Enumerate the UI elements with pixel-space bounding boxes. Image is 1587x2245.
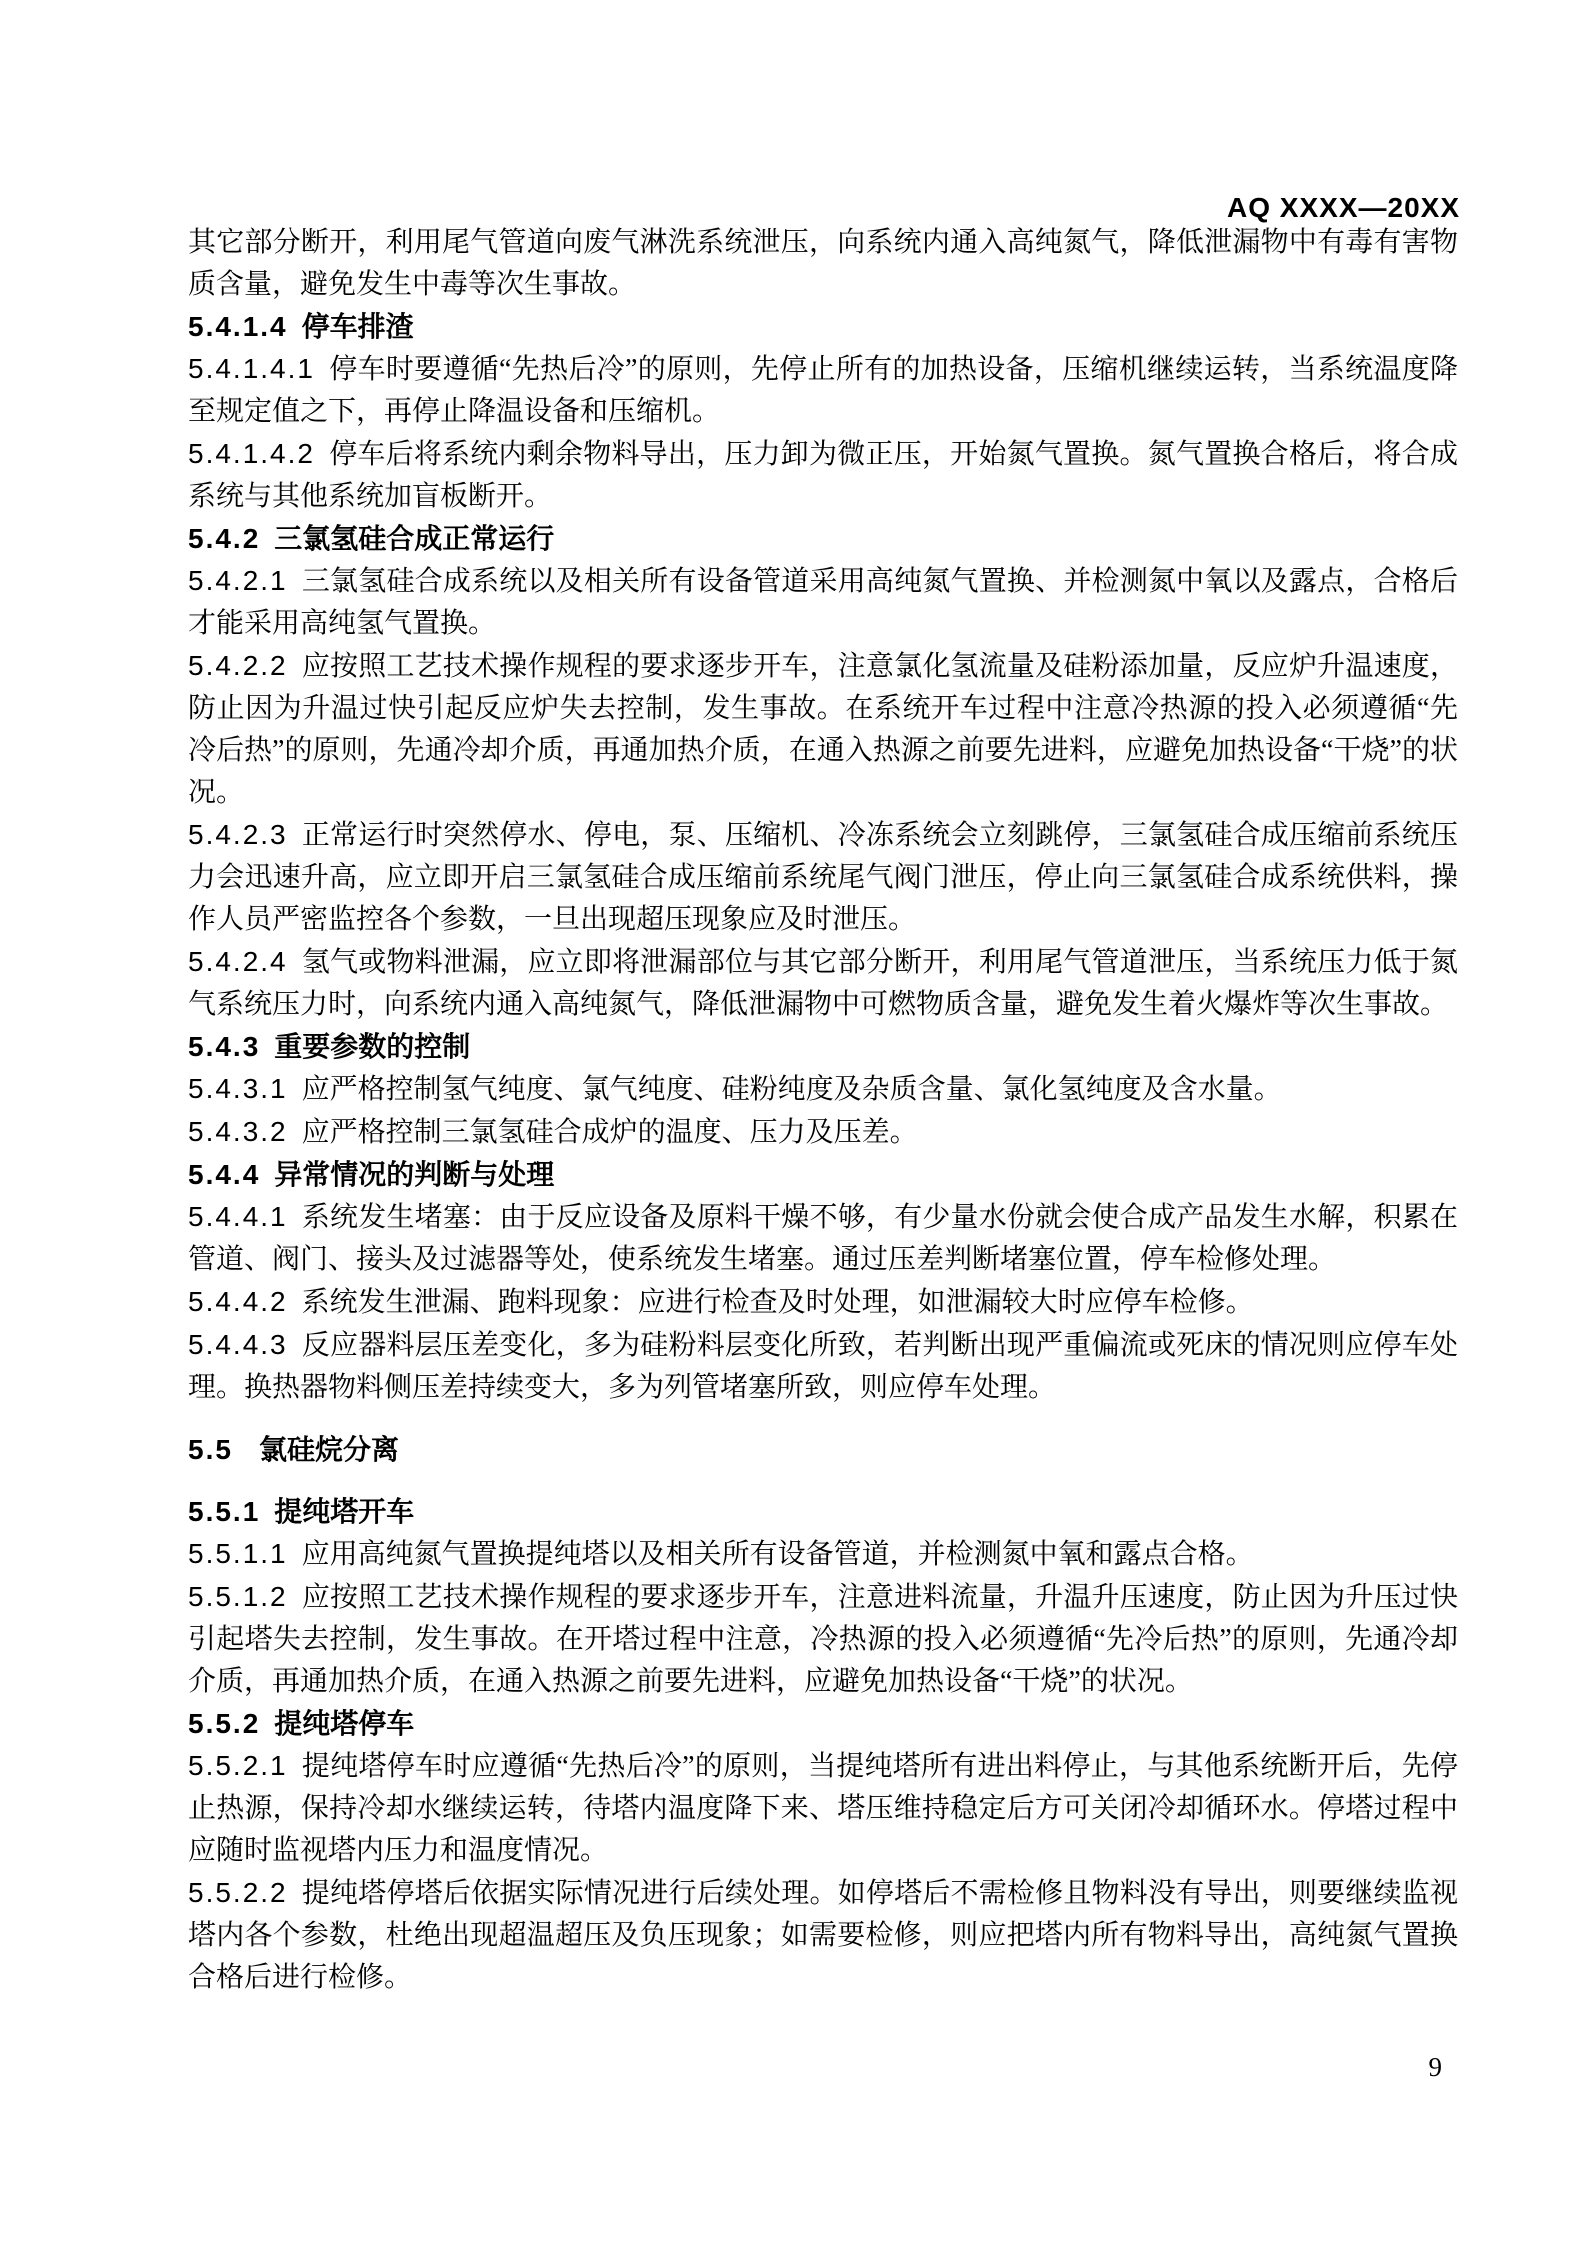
- clause-paragraph: [188, 1533, 1458, 1576]
- page-footer: [1429, 2052, 1443, 2083]
- clause-paragraph: [188, 1068, 1458, 1111]
- heading-title: 异常情况的判断与处理: [274, 1159, 555, 1190]
- clause-number: 5.4.4.2: [188, 1286, 288, 1317]
- clause-number: 5.4.2: [188, 523, 261, 554]
- clause-number: 5.4.1.4.2: [188, 438, 315, 469]
- clause-paragraph: [188, 433, 1458, 518]
- clause-number: 5.4.2.1: [188, 565, 288, 596]
- sub-heading: [188, 518, 1458, 560]
- clause-number: 5.4.3: [188, 1031, 261, 1062]
- clause-paragraph: [188, 348, 1458, 433]
- clause-text: 反应器料层压差变化，多为硅粉料层变化所致，若判断出现严重偏流或死床的情况则应停车处理。换热器物料侧压差持续变大，多为列管堵塞所致，则应停车处理。: [188, 1330, 1458, 1403]
- clause-paragraph: [188, 560, 1458, 645]
- clause-text: 应按照工艺技术操作规程的要求逐步开车，注意氯化氢流量及硅粉添加量，反应炉升温速度，防止因为升温过快引起反应炉失去控制，发生事故。在系统开车过程中注意冷热源的投入必须遵循“先冷后热”的原则，先通冷却介质，再通加热介质，在通入热源之前要先进料，应避免加热设备“干烧”的状况。: [188, 651, 1458, 808]
- clause-paragraph: [188, 1745, 1458, 1872]
- clause-text: 应用高纯氮气置换提纯塔以及相关所有设备管道，并检测氮中氧和露点合格。: [301, 1539, 1254, 1570]
- clause-text: 应严格控制氢气纯度、氯气纯度、硅粉纯度及杂质含量、氯化氢纯度及含水量。: [301, 1074, 1282, 1105]
- clause-paragraph: [188, 941, 1458, 1026]
- clause-number: 5.4.1.4: [188, 311, 288, 342]
- clause-paragraph: [188, 1196, 1458, 1281]
- sub-heading: [188, 1703, 1458, 1745]
- standard-number: AQ XXXX—20XX: [1227, 192, 1460, 223]
- clause-number: 5.5.1.2: [188, 1581, 288, 1612]
- heading-title: 提纯塔停车: [274, 1708, 415, 1739]
- heading-title: 三氯氢硅合成正常运行: [274, 523, 555, 554]
- clause-number: 5.4.3.1: [188, 1073, 288, 1104]
- clause-number: 5.4.3.2: [188, 1116, 288, 1147]
- clause-number: 5.4.1.4.1: [188, 353, 315, 384]
- clause-number: 5.4.2.4: [188, 946, 288, 977]
- heading-title: 提纯塔开车: [274, 1496, 415, 1527]
- sub-heading: [188, 1491, 1458, 1533]
- clause-paragraph: [188, 1872, 1458, 1999]
- clause-text: 应按照工艺技术操作规程的要求逐步开车，注意进料流量，升温升压速度，防止因为升压过快引起塔失去控制，发生事故。在开塔过程中注意，冷热源的投入必须遵循“先冷后热”的原则，先通冷却介质，再通加热介质，在通入热源之前要先进料，应避免加热设备“干烧”的状况。: [188, 1582, 1458, 1697]
- clause-text: 停车时要遵循“先热后冷”的原则，先停止所有的加热设备，压缩机继续运转，当系统温度降至规定值之下，再停止降温设备和压缩机。: [188, 354, 1458, 427]
- clause-number: 5.5.2: [188, 1708, 261, 1739]
- clause-number: 5.4.2.3: [188, 819, 288, 850]
- sub-heading: [188, 1026, 1458, 1068]
- clause-text: 系统发生泄漏、跑料现象：应进行检查及时处理，如泄漏较大时应停车检修。: [301, 1287, 1254, 1318]
- standard-number-header: [1227, 192, 1460, 224]
- clause-number: 5.5.2.2: [188, 1877, 288, 1908]
- clause-number: 5.4.2.2: [188, 650, 288, 681]
- clause-text: 应严格控制三氯氢硅合成炉的温度、压力及压差。: [301, 1117, 918, 1148]
- clause-paragraph: [188, 1324, 1458, 1409]
- clause-paragraph: [188, 1281, 1458, 1324]
- clause-paragraph: [188, 1111, 1458, 1154]
- clause-text: 三氯氢硅合成系统以及相关所有设备管道采用高纯氮气置换、并检测氮中氧以及露点，合格后才能采用高纯氢气置换。: [188, 566, 1458, 639]
- clause-paragraph: [188, 645, 1458, 814]
- clause-number: 5.5.1: [188, 1496, 261, 1527]
- clause-paragraph: [188, 814, 1458, 941]
- clause-text: 停车后将系统内剩余物料导出，压力卸为微正压，开始氮气置换。氮气置换合格后，将合成系统与其他系统加盲板断开。: [188, 439, 1458, 512]
- paragraph-continuation: 其它部分断开，利用尾气管道向废气淋洗系统泄压，向系统内通入高纯氮气，降低泄漏物中有毒有害物质含量，避免发生中毒等次生事故。: [188, 227, 1458, 300]
- clause-text: 系统发生堵塞：由于反应设备及原料干燥不够，有少量水份就会使合成产品发生水解，积累在管道、阀门、接头及过滤器等处，使系统发生堵塞。通过压差判断堵塞位置，停车检修处理。: [188, 1202, 1458, 1275]
- clause-text: 氢气或物料泄漏，应立即将泄漏部位与其它部分断开，利用尾气管道泄压，当系统压力低于氮气系统压力时，向系统内通入高纯氮气，降低泄漏物中可燃物质含量，避免发生着火爆炸等次生事故。: [188, 947, 1458, 1020]
- clause-number: 5.4.4.1: [188, 1201, 288, 1232]
- clause-text: 提纯塔停车时应遵循“先热后冷”的原则，当提纯塔所有进出料停止，与其他系统断开后，先停止热源，保持冷却水继续运转，待塔内温度降下来、塔压维持稳定后方可关闭冷却循环水。停塔过程中应随时监视塔内压力和温度情况。: [188, 1751, 1458, 1866]
- clause-number: 5.5.2.1: [188, 1750, 288, 1781]
- clause-number: 5.5: [188, 1434, 233, 1465]
- clause-number: 5.4.4.3: [188, 1329, 288, 1360]
- clause-text: 正常运行时突然停水、停电，泵、压缩机、冷冻系统会立刻跳停，三氯氢硅合成压缩前系统压力会迅速升高，应立即开启三氯氢硅合成压缩前系统尾气阀门泄压，停止向三氯氢硅合成系统供料，操作人员严密监控各个参数，一旦出现超压现象应及时泄压。: [188, 820, 1458, 935]
- page-number: 9: [1428, 2052, 1442, 2082]
- heading-title: 重要参数的控制: [274, 1031, 471, 1062]
- sub-heading: [188, 306, 1458, 348]
- section-heading: [188, 1429, 1458, 1471]
- clause-number: 5.5.1.1: [188, 1538, 288, 1569]
- heading-title: 氯硅烷分离: [258, 1434, 399, 1465]
- clause-text: 提纯塔停塔后依据实际情况进行后续处理。如停塔后不需检修且物料没有导出，则要继续监视塔内各个参数，杜绝出现超温超压及负压现象；如需要检修，则应把塔内所有物料导出，高纯氮气置换合格后进行检修。: [188, 1878, 1458, 1993]
- document-body: [188, 222, 1458, 1999]
- sub-heading: [188, 1154, 1458, 1196]
- heading-title: 停车排渣: [301, 311, 414, 342]
- clause-paragraph: [188, 1576, 1458, 1703]
- clause-number: 5.4.4: [188, 1159, 261, 1190]
